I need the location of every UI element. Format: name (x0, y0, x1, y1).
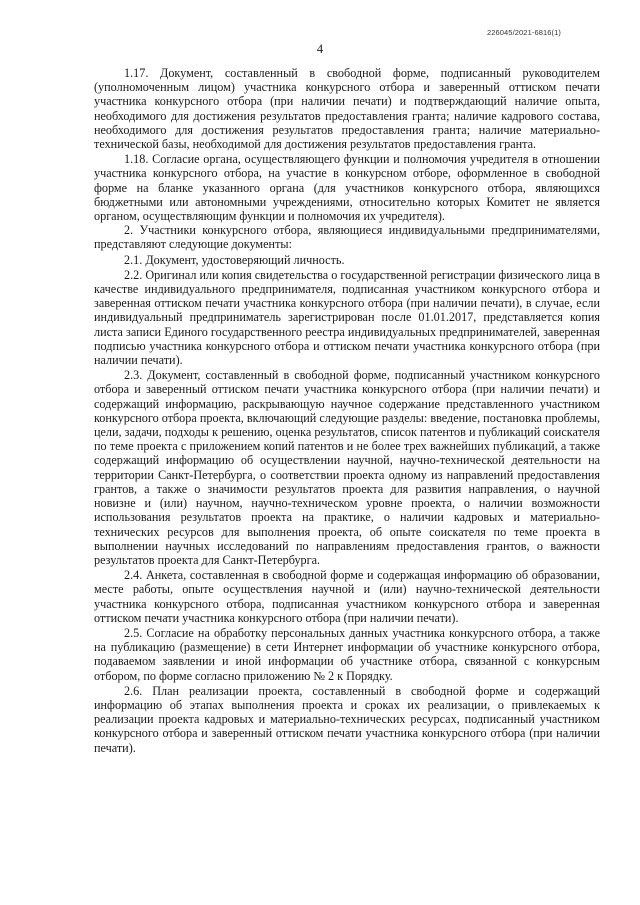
document-body (94, 66, 600, 755)
paragraph-2-4: 2.4. Анкета, составленная в свободной форме и содержащая информацию об образовании, месте работы, опыте осуществления научной и (или) научно-технической деятельности участника конкурсного отбора, подписанная участником конкурсного отбора и заверенная оттиском печати участника конкурсного отбора (при наличии печати). (94, 568, 600, 625)
page-number: 4 (316, 42, 324, 56)
paragraph-2-6: 2.6. План реализации проекта, составленный в свободной форме и содержащий информацию об этапах выполнения проекта и сроках их реализации, о привлекаемых к реализации проекта кадровых и материально-технических ресурсах, подписанный участником конкурсного отбора и заверенный оттиском печати участника конкурсного отбора (при наличии печати). (94, 683, 600, 755)
paragraph-2-3: 2.3. Документ, составленный в свободной форме, подписанный участником конкурсного отбора и заверенный оттиском печати участника конкурсного отбора (при наличии печати) и содержащий информацию, раскрывающую научное содержание представленного участником конкурсного отбора проекта, включающий следующие разделы: введение, постановка проблемы, цели, задачи, подходы к решению, оценка результатов, список патентов и публикаций соискателя по теме проекта с приложением копий патентов и не более трех важнейших публикаций, а также содержащий информацию об осуществлении научной, научно-технической деятельности на территории Санкт-Петербурга, о соответствии проекта одному из направлений предоставления грантов, а также о значимости результатов проекта для развития направления, о научной новизне и (или) научном, научно-техническом уровне проекта, о наличии возможности использования результатов проекта на практике, о наличии кадровых и материально-технических ресурсов для выполнения проекта, об опыте соискателя по теме проекта в выполнении научных исследований по направлениям предоставления грантов, о важности результатов проекта для Санкт-Петербурга. (94, 368, 600, 567)
paragraph-2-2: 2.2. Оригинал или копия свидетельства о государственной регистрации физического лица в качестве индивидуального предпринимателя, подписанная участником конкурсного отбора и заверенная оттиском печати участника конкурсного отбора (при наличии печати), в случае, если индивидуальный предприниматель зарегистрирован после 01.01.2017, представляется копия листа записи Единого государственного реестра индивидуальных предпринимателей, заверенная подписью участника конкурсного отбора и оттиском печати участника конкурсного отбора (при наличии печати). (94, 267, 600, 368)
document-id: 226045/2021-6816(1) (486, 28, 561, 37)
paragraph-1-18: 1.18. Согласие органа, осуществляющего функции и полномочия учредителя в отношении участника конкурсного отбора, на участие в конкурсном отборе, оформленное в свободной форме на бланке указанного органа (для участников конкурсного отбора, являющихся бюджетными или автономными учреждениями, относительно которых Комитет не является органом, осуществляющим функции и полномочия их учредителя). (94, 152, 600, 224)
paragraph-2-5: 2.5. Согласие на обработку персональных данных участника конкурсного отбора, а также на публикацию (размещение) в сети Интернет информации об участнике конкурсного отбора, подаваемом заявлении и иной информации об участнике отбора, связанной с конкурсным отбором, по форме согласно приложению № 2 к Порядку. (94, 625, 600, 683)
paragraph-2-1: 2.1. Документ, удостоверяющий личность. (124, 252, 345, 267)
paragraph-2: 2. Участники конкурсного отбора, являющиеся индивидуальными предпринимателями, представляют следующие документы: (94, 223, 600, 252)
paragraph-1-17: 1.17. Документ, составленный в свободной форме, подписанный руководителем (уполномоченным лицом) участника конкурсного отбора и заверенный оттиском печати участника конкурсного отбора (при наличии печати) и подтверждающий наличие опыта, необходимого для достижения результатов предоставления гранта; наличие кадрового состава, необходимого для достижения результатов предоставления гранта; наличие материально-технической базы, необходимой для достижения результатов предоставления гранта. (94, 66, 600, 152)
